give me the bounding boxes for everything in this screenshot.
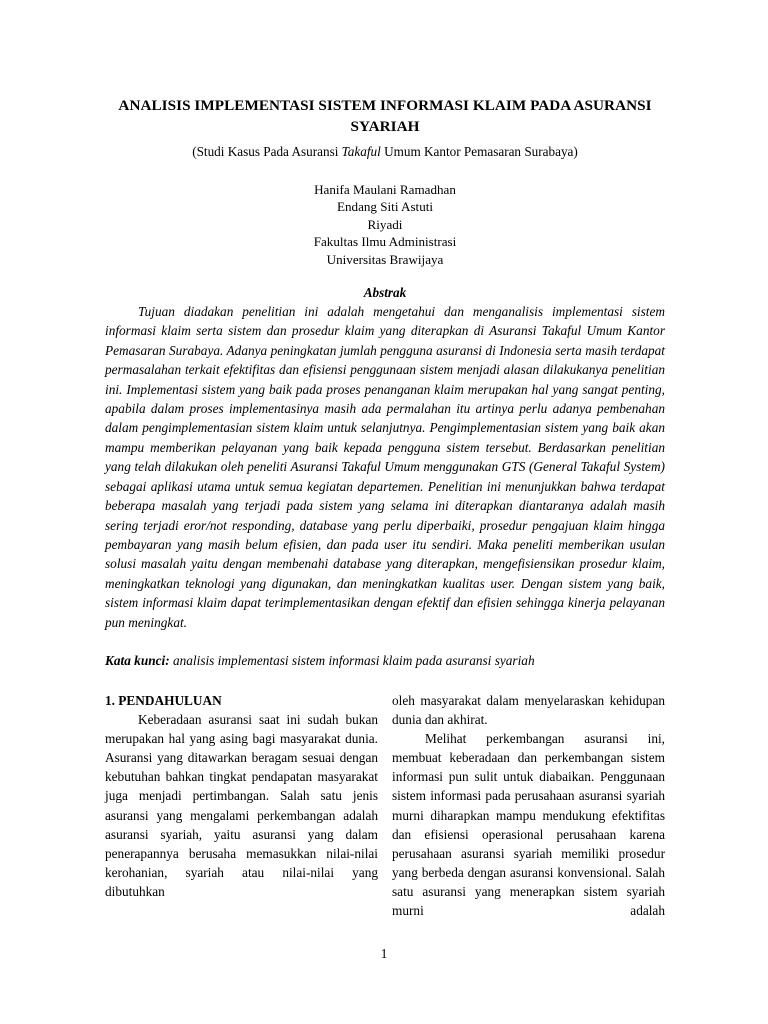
paragraph-perkembangan: Melihat perkembangan asuransi ini, membuat keberadaan dan perkembangan sistem informasi pun sulit untuk diabaikan. Penggunaan sistem informasi pada perusahaan asuransi syariah murni diharapkan mampu mendukung efektifitas dan efisiensi operasional perusahaan karena perusahaan asuransi syariah memiliki prosedur yang berbeda dengan asuransi konvensional. Salah satu asuransi yang menerapkan sistem syariah murni adalah — [392, 731, 665, 918]
page-subtitle — [105, 142, 665, 161]
subtitle-emphasis: Takaful — [341, 144, 381, 159]
column-left — [105, 691, 378, 901]
page-number: 1 — [380, 946, 388, 961]
column-right — [392, 691, 665, 920]
author-name: Hanifa Maulani Ramadhan — [314, 182, 456, 197]
author-name: Riyadi — [367, 216, 403, 232]
keywords-label: Kata kunci: — [105, 652, 170, 668]
page-title: ANALISIS IMPLEMENTASI SISTEM INFORMASI KLAIM PADA ASURANSI SYARIAH — [118, 97, 652, 135]
section-heading-pendahuluan: 1. PENDAHULUAN — [105, 692, 222, 708]
paragraph-intro-left: Keberadaan asuransi saat ini sudah bukan merupakan hal yang asing bagi masyarakat dunia. Asuransi yang ditawarkan beragam sesuai dengan kebutuhan bahkan tingkat pendapatan masyarakat juga menjadi pertimbangan. Salah satu jenis asuransi yang mengalami perkembangan adalah asuransi syariah, yaitu asuransi yang dalam penerapannya berusaha memasukkan nilai-nilai kerohanian, syariah atau nilai-nilai yang dibutuhkan — [105, 712, 378, 899]
keywords-line — [105, 651, 665, 670]
abstract-section — [105, 284, 665, 670]
body-columns — [105, 691, 665, 920]
subtitle-prefix: (Studi Kasus Pada Asuransi — [192, 144, 342, 159]
title-block — [105, 96, 665, 161]
author-affiliation: Fakultas Ilmu Administrasi — [313, 234, 457, 250]
abstract-heading: Abstrak — [363, 285, 407, 301]
abstract-body: Tujuan diadakan penelitian ini adalah mengetahui dan menganalisis implementasi sistem informasi klaim serta sistem dan prosedur klaim yang diterapkan di Asuransi Takaful Umum Kantor Pemasaran Surabaya. Adanya peningkatan jumlah pengguna asuransi di Indonesia serta masih terdapat permasalahan terkait efektifitas dan efisiensi penggunaan sistem menjadi alasan dilakukanya penelitian ini. Implementasi sistem yang baik pada proses penanganan klaim merupakan hal yang sangat penting, apabila dalam proses implementasinya masih ada permalahan itu artinya perlu adanya pembenahan dalam pengimplementasian sistem klaim untuk selanjutnya. Pengimplementasian sistem yang baik akan mampu memberikan pelayanan yang baik kepada pengguna sistem tersebut. Berdasarkan penelitian yang telah dilakukan oleh peneliti Asuransi Takaful Umum menggunakan GTS (General Takaful System) sebagai aplikasi utama untuk semua kegiatan departemen. Penelitian ini menunjukkan bahwa terdapat beberapa masalah yang terjadi pada sistem yang selama ini diterapkan diantaranya adalah masih sering terjadi eror/not responding, database yang perlu diperbaiki, prosedur pengajuan klaim hingga pembayaran yang masih belum efisien, dan pada user itu sendiri. Maka peneliti memberikan usulan solusi masalah yaitu dengan membenahi database yang diterapkan, mengefisiensikan prosedur klaim, meningkatkan teknologi yang digunakan, dan meningkatkan kualitas user. Dengan sistem yang baik, sistem informasi klaim dapat terimplementasikan dengan efektif dan efisien sehingga kinerja pelayanan pun meningkat. — [105, 304, 665, 630]
author-name: Endang Siti Astuti — [336, 199, 434, 215]
author-affiliation: Universitas Brawijaya — [326, 251, 444, 267]
paragraph-intro-continued: oleh masyarakat dalam menyelaraskan kehidupan dunia dan akhirat. — [392, 692, 665, 728]
keywords-value: analisis implementasi sistem informasi klaim pada asuransi syariah — [169, 652, 535, 668]
author-list — [105, 181, 665, 268]
subtitle-suffix: Umum Kantor Pemasaran Surabaya) — [380, 144, 578, 159]
